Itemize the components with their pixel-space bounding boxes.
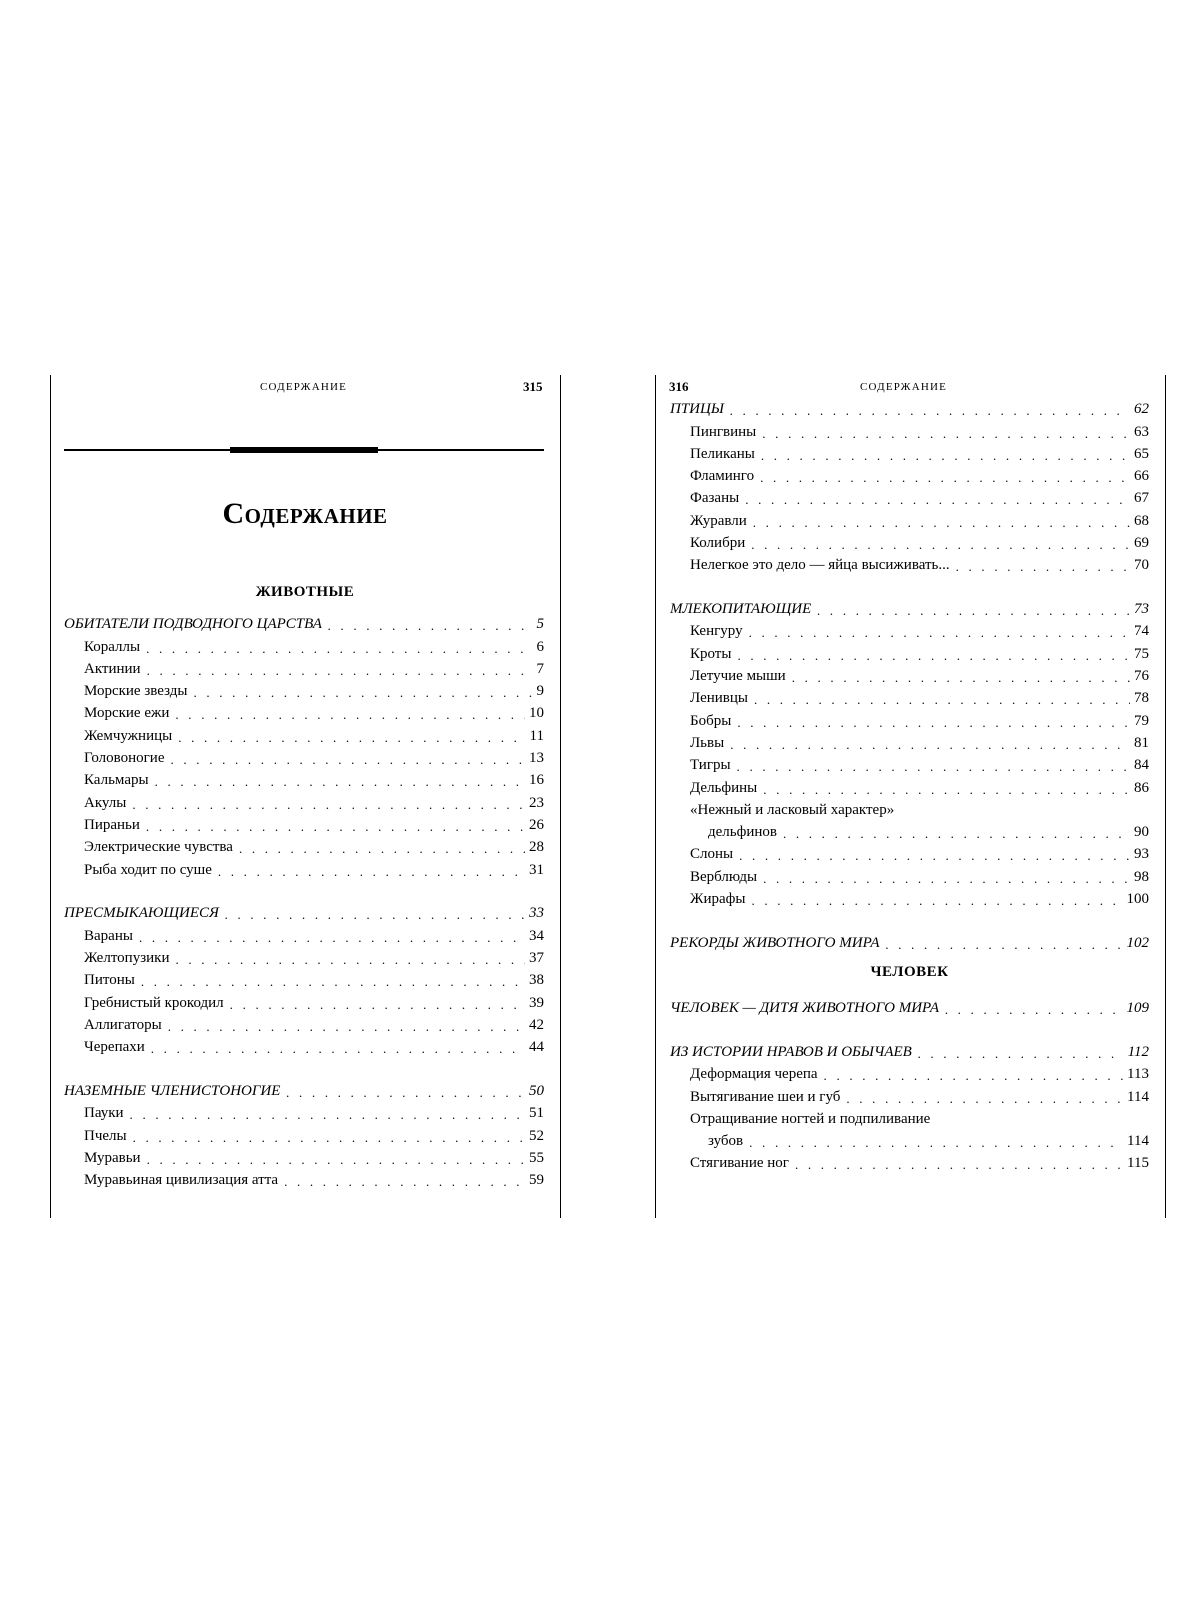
toc-entry[interactable] [670,796,1149,818]
leader-dots [193,686,532,699]
toc-section[interactable] [670,1038,1149,1060]
toc-entry-title: Пингвины [690,423,757,440]
toc-entry-title: Фазаны [690,490,740,507]
toc-entry[interactable] [670,1082,1149,1104]
toc-entry[interactable] [670,885,1149,907]
leader-dots [130,1108,525,1121]
toc-entry-page: 109 [1126,1000,1149,1017]
leader-dots [886,938,1123,951]
toc-entry-title: Черепахи [84,1039,145,1056]
toc-section[interactable] [64,899,544,921]
toc-entry-page: 70 [1134,557,1149,574]
toc-entry-title: РЕКОРДЫ ЖИВОТНОГО МИРА [670,934,880,951]
toc-entry[interactable] [64,655,544,677]
toc-entry-title: Муравьиная цивилизация атта [84,1172,279,1189]
toc-entry-page: 90 [1134,824,1149,841]
toc-entry[interactable] [64,744,544,766]
page-number: 315 [523,379,543,394]
leader-dots [230,998,525,1011]
leader-dots [175,708,525,721]
leader-dots [763,872,1130,885]
toc-entry-title: Актинии [84,660,141,677]
toc-entry[interactable] [670,862,1149,884]
toc-entry-page: 9 [536,683,544,700]
toc-entry-page: 62 [1134,401,1149,418]
toc-entry-title: Кенгуру [690,623,743,640]
leader-dots [754,693,1130,706]
toc-entry-title: Кораллы [84,638,141,655]
toc-entry[interactable] [64,944,544,966]
leader-dots [132,798,525,811]
toc-entry-title: ОБИТАТЕЛИ ПОДВОДНОГО ЦАРСТВА [64,616,322,633]
leader-dots [749,1136,1123,1149]
leader-dots [151,1042,525,1055]
leader-dots [328,619,533,632]
gutter-line-right [655,375,656,1218]
toc-entry-page: 93 [1134,846,1149,863]
toc-entry[interactable] [670,1149,1149,1171]
right-page [655,375,1166,1218]
leader-dots [730,738,1130,751]
toc-entry-title: Вараны [84,927,133,944]
toc-entry[interactable] [670,462,1149,484]
toc-entry-title: Деформация черепа [690,1066,818,1083]
toc-entry[interactable] [64,988,544,1010]
toc-entry-title: Дельфины [690,779,758,796]
leader-dots [147,664,533,677]
toc-entry-title: МЛЕКОПИТАЮЩИЕ [670,601,812,618]
toc-entry-page: 67 [1134,490,1149,507]
toc-section[interactable] [670,994,1149,1016]
toc-entry-title: Стягивание ног [690,1155,789,1172]
toc-entry-page: 113 [1127,1066,1149,1083]
toc-entry-title: Пеликаны [690,445,755,462]
toc-entry-continued[interactable] [670,1127,1149,1149]
leader-dots [146,642,532,655]
toc-entry[interactable] [64,1011,544,1033]
toc-entry-page: 51 [529,1105,544,1122]
toc-entry[interactable] [64,966,544,988]
toc-entry[interactable] [670,706,1149,728]
toc-entry[interactable] [64,833,544,855]
toc-entry[interactable] [670,484,1149,506]
toc-entry-page: 37 [529,949,544,966]
leader-dots [783,827,1130,840]
leader-dots [175,953,525,966]
toc-entry[interactable] [670,662,1149,684]
toc-entry-title: Кальмары [84,772,149,789]
toc-entry-title: Слоны [690,846,734,863]
toc-entry-page: 75 [1134,645,1149,662]
toc-entry-page: 42 [529,1016,544,1033]
toc-entry-page: 115 [1127,1155,1149,1172]
toc-entry-page: 114 [1127,1088,1149,1105]
toc-entry-title: ПТИЦЫ [670,401,724,418]
leader-dots [824,1069,1124,1082]
toc-entry-page: 66 [1134,468,1149,485]
toc-entry-page: 13 [529,750,544,767]
toc-entry-page: 55 [529,1149,544,1166]
leader-dots [178,731,525,744]
toc-entry[interactable] [670,440,1149,462]
leader-dots [737,716,1130,729]
leader-dots [846,1092,1123,1105]
leader-dots [286,1086,525,1099]
toc-entry-title: Морские звезды [84,683,188,700]
toc-entry-title: Электрические чувства [84,839,233,856]
toc-entry-page: 81 [1134,734,1149,751]
toc-entry-page: 23 [529,794,544,811]
toc-entry-page: 28 [529,839,544,856]
leader-dots [171,753,526,766]
toc-entry-page: 11 [529,727,544,744]
toc-entry[interactable] [64,1144,544,1166]
leader-dots [956,560,1130,573]
toc-entry[interactable] [64,699,544,721]
toc-entry-page: 44 [529,1039,544,1056]
leader-dots [155,775,525,788]
leader-dots [284,1175,525,1188]
leader-dots [139,931,525,944]
toc-entry[interactable] [64,788,544,810]
leader-dots [147,1153,525,1166]
leader-dots [225,908,525,921]
toc-entry[interactable] [670,417,1149,439]
left-page [50,375,560,1218]
toc-entry-page: 59 [529,1172,544,1189]
toc-entry-title: Бобры [690,712,732,729]
leader-dots [146,820,525,833]
toc-entry[interactable] [670,1105,1149,1127]
toc-entry-page: 38 [529,972,544,989]
toc-list-right [670,395,1149,1171]
leader-dots [751,894,1122,907]
toc-entry-title: Львы [690,734,725,751]
toc-entry[interactable] [64,1121,544,1143]
toc-entry[interactable] [670,751,1149,773]
toc-entry-title: Жирафы [690,891,746,908]
leader-dots [763,783,1130,796]
toc-entry[interactable] [670,729,1149,751]
toc-entry-title: Пауки [84,1105,124,1122]
toc-section[interactable] [670,595,1149,617]
toc-entry-page: 52 [529,1127,544,1144]
toc-entry-page: 16 [529,772,544,789]
toc-entry-page: 100 [1126,891,1149,908]
toc-entry-title: Колибри [690,535,746,552]
toc-entry-title: ПРЕСМЫКАЮЩИЕСЯ [64,905,219,922]
leader-dots [795,1158,1123,1171]
toc-entry-page: 39 [529,994,544,1011]
toc-entry-page: 10 [529,705,544,722]
leader-dots [739,849,1130,862]
title-rule-accent [230,447,378,453]
section-gap [670,907,1149,929]
leader-dots [945,1003,1122,1016]
toc-section[interactable] [670,395,1149,417]
section-gap [64,878,544,900]
toc-entry[interactable] [64,766,544,788]
toc-entry-page: 79 [1134,712,1149,729]
toc-entry-page: 5 [536,616,544,633]
leader-dots [817,604,1130,617]
toc-entry-title: зубов [708,1133,744,1150]
toc-entry-title: Муравьи [84,1149,141,1166]
running-head: СОДЕРЖАНИЕ [860,381,948,393]
leader-dots [133,1131,525,1144]
leader-dots [762,427,1130,440]
toc-entry-page: 102 [1126,934,1149,951]
toc-entry-page: 7 [536,660,544,677]
toc-entry-title: Аллигаторы [84,1016,162,1033]
toc-entry-page: 84 [1134,757,1149,774]
toc-section[interactable] [64,610,544,632]
toc-entry-page: 34 [529,927,544,944]
toc-entry-continued[interactable] [670,818,1149,840]
toc-entry[interactable] [670,773,1149,795]
toc-entry-title: Рыба ходит по суше [84,861,212,878]
leader-dots [141,975,525,988]
toc-entry[interactable] [670,684,1149,706]
section-gap [670,1016,1149,1038]
toc-entry-title: Морские ежи [84,705,170,722]
toc-entry[interactable] [670,639,1149,661]
leader-dots [918,1047,1124,1060]
toc-entry-title: Вытягивание шеи и губ [690,1088,841,1105]
toc-entry-title: Желтопузики [84,949,170,966]
toc-entry[interactable] [64,921,544,943]
toc-entry-page: 78 [1134,690,1149,707]
toc-entry[interactable] [670,1060,1149,1082]
leader-dots [218,865,525,878]
leader-dots [753,516,1130,529]
toc-entry[interactable] [670,551,1149,573]
toc-entry[interactable] [670,506,1149,528]
leader-dots [792,671,1130,684]
contents-title: Содержание [222,497,388,530]
toc-entry-title: Журавли [690,512,747,529]
section-gap [670,573,1149,595]
toc-entry-page: 114 [1127,1133,1149,1150]
leader-dots [239,842,525,855]
toc-entry-page: 73 [1134,601,1149,618]
toc-entry-page: 6 [536,638,544,655]
toc-entry[interactable] [64,1099,544,1121]
leader-dots [761,449,1130,462]
toc-entry-title: Пираньи [84,816,140,833]
toc-entry[interactable] [64,855,544,877]
toc-entry-title: Тигры [690,757,731,774]
toc-entry-title: Гребнистый крокодил [84,994,224,1011]
part-title-animals: ЖИВОТНЫЕ [255,584,355,600]
leader-dots [751,538,1130,551]
running-head: СОДЕРЖАНИЕ [260,381,348,393]
toc-entry-page: 86 [1134,779,1149,796]
toc-entry[interactable] [64,1033,544,1055]
toc-entry-title: Отращивание ногтей и подпиливание [690,1110,931,1127]
toc-entry-title: Фламинго [690,468,755,485]
toc-entry-page: 68 [1134,512,1149,529]
toc-entry-title: Ленивцы [690,690,748,707]
toc-entry-title: «Нежный и ласковый характер» [690,801,895,818]
toc-entry-page: 74 [1134,623,1149,640]
toc-section[interactable] [670,929,1149,951]
toc-entry-page: 50 [529,1082,544,1099]
toc-entry[interactable] [64,1166,544,1188]
toc-entry-title: Головоногие [84,750,165,767]
leader-dots [760,471,1130,484]
part-title-human: ЧЕЛОВЕК [870,963,949,980]
toc-entry-title: Кроты [690,645,732,662]
right-margin-line [1165,375,1166,1218]
toc-entry[interactable] [64,811,544,833]
toc-entry[interactable] [670,840,1149,862]
leader-dots [745,493,1130,506]
leader-dots [168,1020,525,1033]
toc-entry[interactable] [670,529,1149,551]
leader-dots [737,760,1130,773]
toc-entry-page: 76 [1134,668,1149,685]
section-gap [64,1055,544,1077]
gutter-line-left [560,375,561,1218]
toc-section[interactable] [64,1077,544,1099]
toc-entry-title: Нелегкое это дело — яйца высиживать... [690,557,950,574]
toc-entry-title: НАЗЕМНЫЕ ЧЛЕНИСТОНОГИЕ [64,1082,281,1099]
toc-entry-title: Акулы [84,794,127,811]
toc-entry-page: 112 [1127,1043,1149,1060]
toc-entry-page: 31 [529,861,544,878]
toc-entry-page: 69 [1134,535,1149,552]
leader-dots [749,626,1130,639]
page-number: 316 [669,379,689,394]
toc-entry-page: 26 [529,816,544,833]
toc-entry-title: Летучие мыши [690,668,786,685]
toc-entry-page: 33 [529,905,544,922]
toc-entry-title: Верблюды [690,868,758,885]
toc-entry-title: дельфинов [708,824,777,841]
toc-entry-title: ИЗ ИСТОРИИ НРАВОВ И ОБЫЧАЕВ [670,1043,912,1060]
toc-entry-page: 65 [1134,445,1149,462]
toc-entry-title: Жемчужницы [84,727,173,744]
toc-list-left [64,610,544,1188]
toc-entry-title: ЧЕЛОВЕК — ДИТЯ ЖИВОТНОГО МИРА [670,1000,940,1017]
leader-dots [730,404,1130,417]
toc-entry[interactable] [64,721,544,743]
leader-dots [737,649,1130,662]
toc-entry[interactable] [64,677,544,699]
toc-entry-page: 98 [1134,868,1149,885]
toc-entry-title: Питоны [84,972,135,989]
toc-entry[interactable] [64,632,544,654]
toc-entry-page: 63 [1134,423,1149,440]
toc-entry-title: Пчелы [84,1127,127,1144]
toc-entry[interactable] [670,617,1149,639]
